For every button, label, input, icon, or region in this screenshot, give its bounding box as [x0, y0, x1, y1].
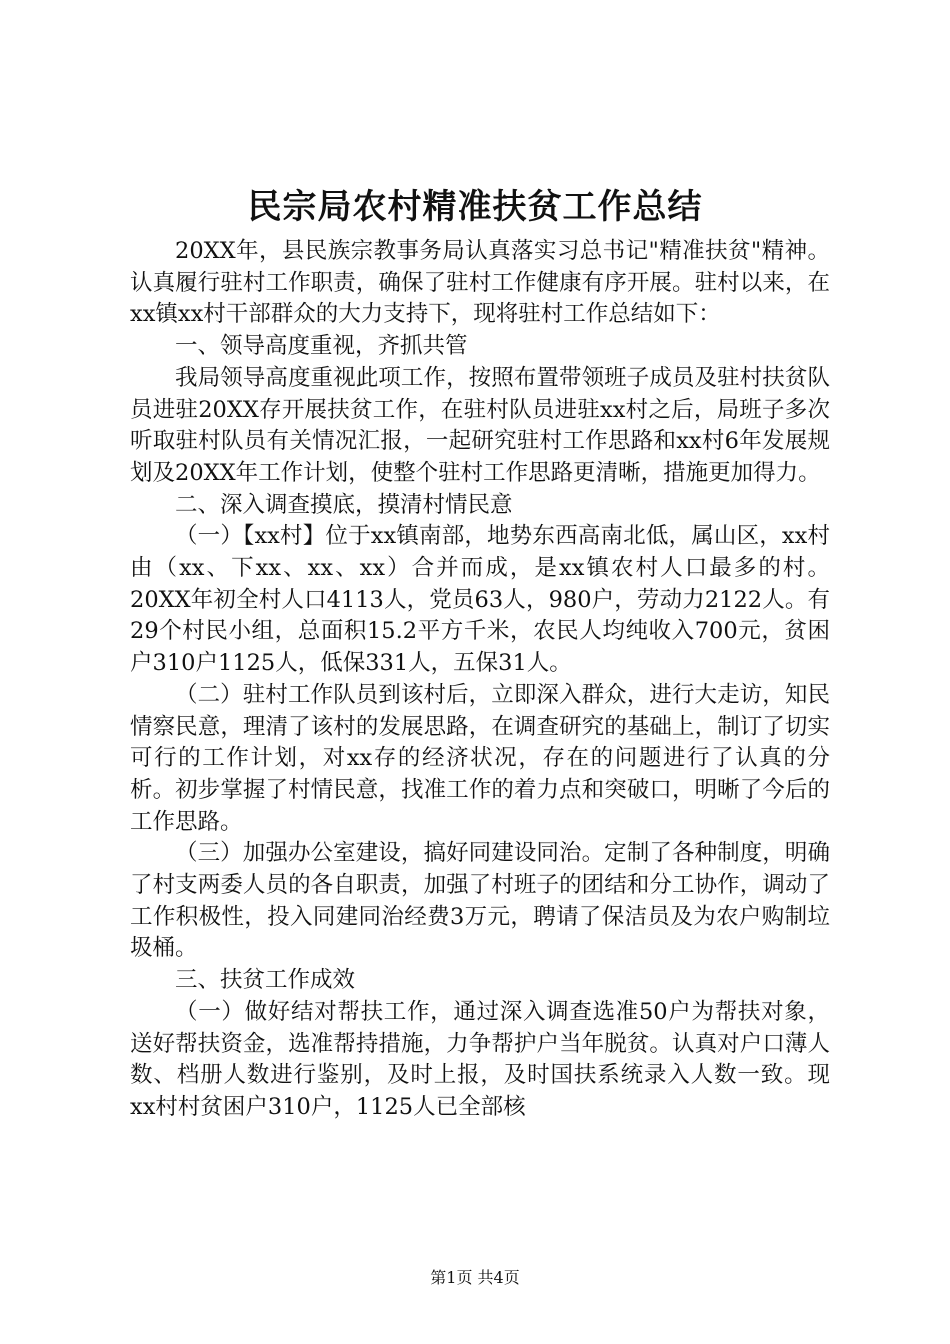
- section-2-item-2: （二）驻村工作队员到该村后，立即深入群众，进行大走访，知民情察民意，理清了该村的发展思路，在调查研究的基础上，制订了切实可行的工作计划，对xx存的经济状况，存在的问题进行了认真的分析。初步掌握了村情民意，找准工作的着力点和突破口，明晰了今后的工作思路。: [130, 681, 830, 835]
- section-2-item-1: （一）【xx村】位于xx镇南部，地势东西高南北低，属山区，xx村由（xx、下xx、xx、xx）合并而成，是xx镇农村人口最多的村。20XX年初全村人口4113人，党员63人，980户，劳动力2122人。有29个村民小组，总面积15.2平方千米，农民人均纯收入700元，贫困户310户1125人，低保331人，五保31人。: [130, 523, 830, 677]
- section-heading-3: 三、扶贫工作成效: [175, 967, 356, 994]
- section-1-paragraph: 我局领导高度重视此项工作，按照布置带领班子成员及驻村扶贫队员进驻20XX存开展扶贫工作，在驻村队员进驻xx村之后，局班子多次听取驻村队员有关情况汇报，一起研究驻村工作思路和xx村6年发展规划及20XX年工作计划，使整个驻村工作思路更清晰，措施更加得力。: [130, 364, 830, 486]
- page-number-footer: 第1页 共4页: [430, 1268, 520, 1287]
- intro-paragraph: 20XX年，县民族宗教事务局认真落实习总书记"精准扶贫"精神。认真履行驻村工作职责，确保了驻村工作健康有序开展。驻村以来，在xx镇xx村干部群众的大力支持下，现将驻村工作总结如下：: [130, 238, 830, 328]
- section-3-item-1: （一）做好结对帮扶工作，通过深入调查选准50户为帮扶对象，送好帮扶资金，选准帮持措施，力争帮护户当年脱贫。认真对户口薄人数、档册人数进行鉴别，及时上报，及时国扶系统录入人数一致。现xx村村贫困户310户，1125人已全部核: [130, 998, 830, 1120]
- document-body: [130, 236, 830, 1124]
- section-heading-2: 二、深入调查摸底，摸清村情民意: [175, 491, 513, 518]
- section-heading-1: 一、领导高度重视，齐抓共管: [175, 333, 468, 360]
- document-title: 民宗局农村精准扶贫工作总结: [247, 187, 703, 227]
- section-2-item-3: （三）加强办公室建设，搞好同建设同治。定制了各种制度，明确了村支两委人员的各自职责，加强了村班子的团结和分工协作，调动了工作积极性，投入同建同治经费3万元，聘请了保洁员及为农户购制垃圾桶。: [130, 840, 830, 962]
